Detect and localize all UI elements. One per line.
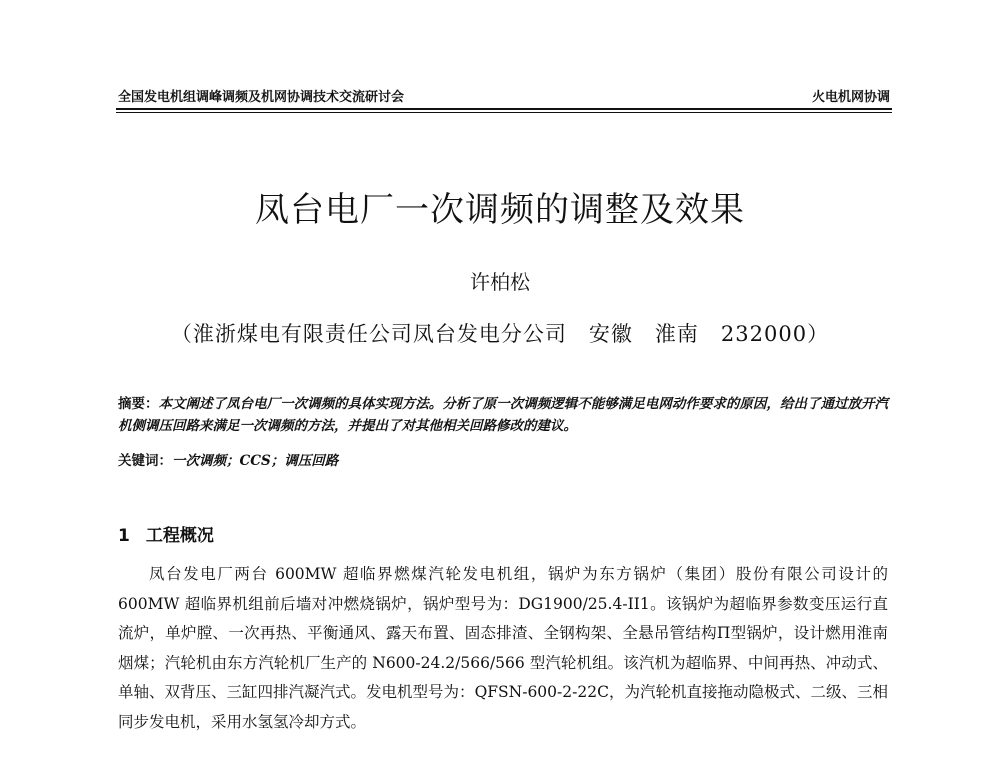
running-header-conference: 全国发电机组调峰调频及机网协调技术交流研讨会 (118, 90, 405, 105)
running-header (118, 86, 890, 108)
keywords (118, 449, 888, 469)
keywords-label: 关键词： (118, 453, 172, 469)
abstract-label: 摘要： (118, 396, 159, 412)
body-paragraph: 凤台发电厂两台 600MW 超临界燃煤汽轮发电机组，锅炉为东方锅炉（集团）股份有限公司设计的 600MW 超临界机组前后墙对冲燃烧锅炉，锅炉型号为：DG1900/25.4-II1。该锅炉为超临界参数变压运行直流炉，单炉膛、一次再热、平衡通风、露天布置、固态排渣、全钢构架、全悬吊管结构Π型锅炉，设计燃用淮南烟煤；汽轮机由东方汽轮机厂生产的 N600-24.2/566/566 型汽轮机组。该汽机为超临界、中间再热、冲动式、单轴、双背压、三缸四排汽凝汽式。发电机型号为：QFSN-600-2-22C，为汽轮机直接拖动隐极式、二级、三相同步发电机，采用水氢氢冷却方式。 (118, 565, 888, 731)
abstract-text: 本文阐述了凤台电厂一次调频的具体实现方法。分析了原一次调频逻辑不能够满足电网动作要求的原因，给出了通过放开汽机侧调压回路来满足一次调频的方法，并提出了对其他相关回路修改的建议。 (118, 396, 889, 434)
section-heading (118, 521, 214, 546)
section-title: 工程概况 (145, 526, 214, 546)
header-rule-thick (116, 108, 892, 110)
running-header-topic: 火电机网协调 (811, 90, 890, 105)
paper-title: 凤台电厂一次调频的调整及效果 (255, 190, 745, 230)
section-number: 1 (118, 526, 130, 546)
header-rule-thin (116, 112, 892, 113)
paper-author: 许柏松 (470, 270, 530, 294)
abstract (118, 393, 888, 437)
paper-affiliation: （淮浙煤电有限责任公司凤台发电分公司 安徽 淮南 232000） (170, 322, 830, 346)
keywords-text: 一次调频；CCS；调压回路 (172, 453, 339, 469)
